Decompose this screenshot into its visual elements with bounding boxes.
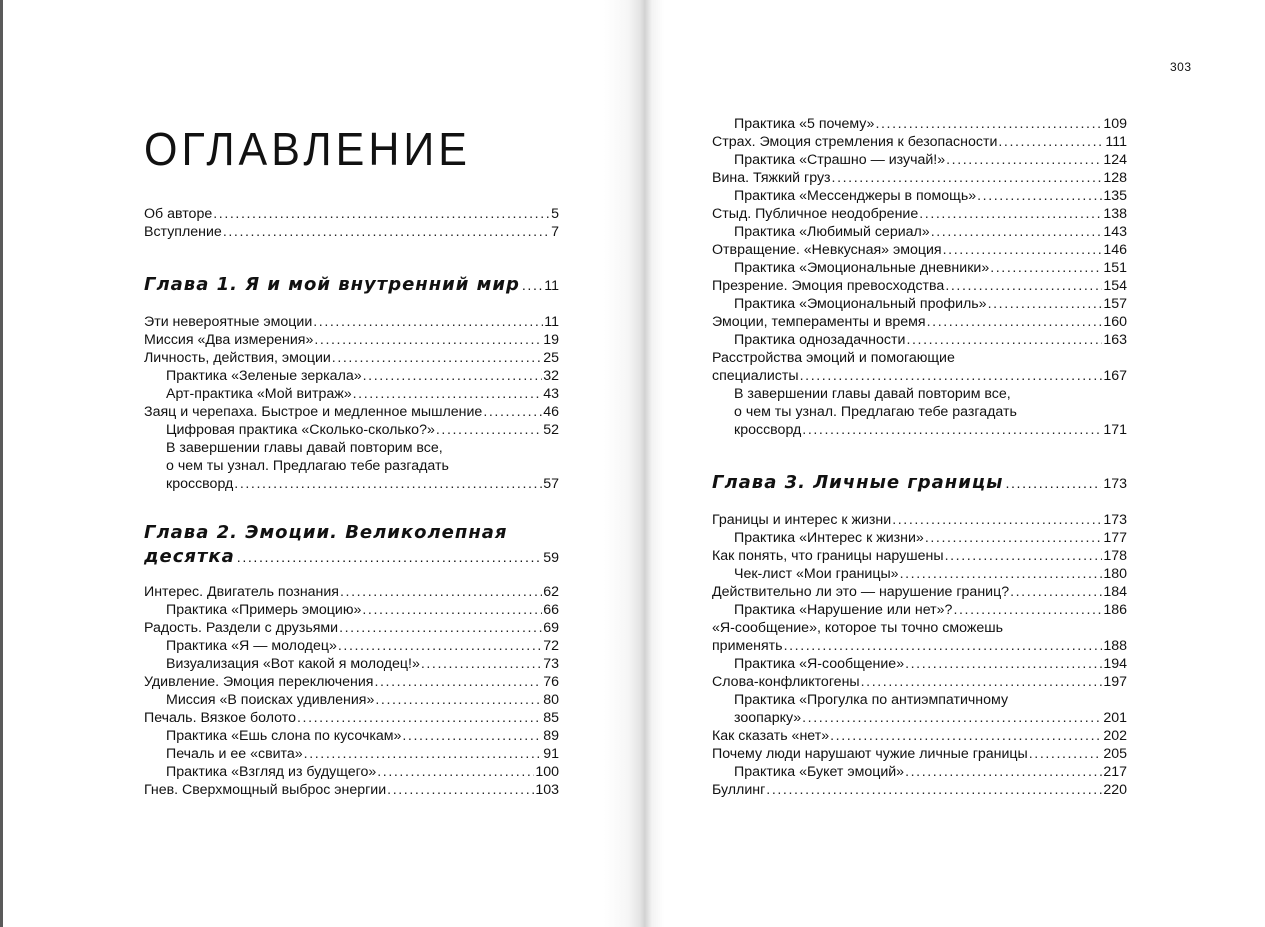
toc-entry[interactable]: Практика «Примерь эмоцию» ..... 66 bbox=[144, 601, 559, 619]
toc-entry-line: «Я-сообщение», которое ты точно сможешь bbox=[712, 620, 1003, 636]
chapter-3-page: 173 bbox=[1103, 476, 1127, 492]
toc-entry[interactable]: Об авторе ..... 5 bbox=[144, 205, 559, 223]
toc-entry[interactable]: Практика «Зеленые зеркала» ..... 32 bbox=[144, 367, 559, 385]
toc-entry[interactable]: Практика «Эмоциональный профиль» ..... 157 bbox=[712, 295, 1127, 313]
page-number: 303 bbox=[1170, 60, 1192, 74]
toc-entry[interactable]: Практика «5 почему» ..... 109 bbox=[712, 115, 1127, 133]
toc-entry-line: В завершении главы давай повторим все, bbox=[166, 440, 443, 456]
chapter-2-title-cont: десятка bbox=[144, 546, 235, 567]
toc-entry[interactable]: Практика «Любимый сериал» ..... 143 bbox=[712, 223, 1127, 241]
toc-entry[interactable]: Радость. Раздели с друзьями ..... 69 bbox=[144, 619, 559, 637]
toc-entry[interactable]: Как понять, что границы нарушены ..... 178 bbox=[712, 547, 1127, 565]
chapter-1-entries bbox=[144, 313, 559, 493]
page-edge bbox=[0, 0, 3, 927]
toc-entry[interactable]: Эти невероятные эмоции ..... 11 bbox=[144, 313, 559, 331]
chapter-2-entries-continued bbox=[712, 115, 1127, 439]
toc-entry[interactable]: Арт-практика «Мой витраж» ..... 43 bbox=[144, 385, 559, 403]
chapter-3-heading[interactable] bbox=[712, 471, 1127, 495]
toc-entry[interactable]: Практика «Букет эмоций» ..... 217 bbox=[712, 763, 1127, 781]
chapter-1-heading[interactable] bbox=[144, 273, 559, 297]
toc-entry[interactable]: Заяц и черепаха. Быстрое и медленное мышление ..... 46 bbox=[144, 403, 559, 421]
toc-entry[interactable]: Личность, действия, эмоции ..... 25 bbox=[144, 349, 559, 367]
toc-entry[interactable]: Практика «Нарушение или нет»? ..... 186 bbox=[712, 601, 1127, 619]
chapter-2-title: Глава 2. Эмоции. Великолепная bbox=[144, 522, 508, 543]
toc-entry[interactable]: Практика «Мессенджеры в помощь» ..... 135 bbox=[712, 187, 1127, 205]
toc-entry[interactable]: Практика «Интерес к жизни» ..... 177 bbox=[712, 529, 1127, 547]
toc-entry[interactable]: Эмоции, темпераменты и время ..... 160 bbox=[712, 313, 1127, 331]
toc-entry-line: Расстройства эмоций и помогающие bbox=[712, 350, 955, 366]
toc-entry[interactable]: Визуализация «Вот какой я молодец!» ..... 73 bbox=[144, 655, 559, 673]
toc-entry[interactable]: Как сказать «нет» ..... 202 bbox=[712, 727, 1127, 745]
chapter-2-heading[interactable] bbox=[144, 521, 559, 569]
chapter-3-entries bbox=[712, 511, 1127, 799]
toc-entry[interactable]: кроссворд ..... 171 bbox=[712, 421, 1127, 439]
toc-entry[interactable]: Презрение. Эмоция превосходства ..... 154 bbox=[712, 277, 1127, 295]
toc-entry[interactable]: Почему люди нарушают чужие личные границы ..... 205 bbox=[712, 745, 1127, 763]
toc-entry[interactable]: Практика однозадачности ..... 163 bbox=[712, 331, 1127, 349]
toc-entry[interactable]: Миссия «В поисках удивления» ..... 80 bbox=[144, 691, 559, 709]
toc-entry[interactable]: Вступление ..... 7 bbox=[144, 223, 559, 241]
chapter-2-entries bbox=[144, 583, 559, 799]
chapter-1-title: Глава 1. Я и мой внутренний мир bbox=[144, 274, 520, 295]
page-title: ОГЛАВЛЕНИЕ bbox=[144, 124, 471, 176]
toc-entry[interactable]: кроссворд ..... 57 bbox=[144, 475, 559, 493]
toc-entry[interactable]: Буллинг ..... 220 bbox=[712, 781, 1127, 799]
toc-entry[interactable]: Гнев. Сверхмощный выброс энергии ..... 103 bbox=[144, 781, 559, 799]
toc-entry-line: В завершении главы давай повторим все, bbox=[734, 386, 1011, 402]
toc-entry[interactable]: Интерес. Двигатель познания ..... 62 bbox=[144, 583, 559, 601]
toc-entry[interactable]: Практика «Ешь слона по кусочкам» ..... 89 bbox=[144, 727, 559, 745]
toc-entry[interactable]: Страх. Эмоция стремления к безопасности ..... 111 bbox=[712, 133, 1127, 151]
book-gutter bbox=[604, 0, 664, 927]
toc-entry[interactable]: Удивление. Эмоция переключения ..... 76 bbox=[144, 673, 559, 691]
toc-entry-line: о чем ты узнал. Предлагаю тебе разгадать bbox=[734, 404, 1017, 420]
toc-intro bbox=[144, 205, 559, 241]
toc-entry-line: о чем ты узнал. Предлагаю тебе разгадать bbox=[166, 458, 449, 474]
toc-entry[interactable]: зоопарку» ..... 201 bbox=[712, 709, 1127, 727]
toc-entry[interactable]: Вина. Тяжкий груз ..... 128 bbox=[712, 169, 1127, 187]
toc-entry-line: Практика «Прогулка по антиэмпатичному bbox=[734, 692, 1009, 708]
chapter-2-page: 59 bbox=[543, 550, 559, 566]
toc-entry[interactable]: Печаль и ее «свита» ..... 91 bbox=[144, 745, 559, 763]
toc-entry[interactable]: Практика «Взгляд из будущего» ..... 100 bbox=[144, 763, 559, 781]
toc-entry[interactable]: Чек-лист «Мои границы» ..... 180 bbox=[712, 565, 1127, 583]
toc-entry[interactable]: Стыд. Публичное неодобрение ..... 138 bbox=[712, 205, 1127, 223]
toc-entry[interactable]: Практика «Я-сообщение» ..... 194 bbox=[712, 655, 1127, 673]
chapter-1-page: 11 bbox=[544, 278, 559, 294]
toc-entry[interactable]: Практика «Эмоциональные дневники» ..... 151 bbox=[712, 259, 1127, 277]
chapter-3-title: Глава 3. Личные границы bbox=[712, 472, 1004, 493]
toc-entry[interactable]: специалисты ..... 167 bbox=[712, 367, 1127, 385]
toc-entry[interactable]: Цифровая практика «Сколько-сколько?» ..... 52 bbox=[144, 421, 559, 439]
toc-entry[interactable]: Практика «Я — молодец» ..... 72 bbox=[144, 637, 559, 655]
toc-entry[interactable]: Миссия «Два измерения» ..... 19 bbox=[144, 331, 559, 349]
toc-entry[interactable]: Действительно ли это — нарушение границ? ..... 184 bbox=[712, 583, 1127, 601]
toc-entry[interactable]: Отвращение. «Невкусная» эмоция ..... 146 bbox=[712, 241, 1127, 259]
toc-entry[interactable]: Печаль. Вязкое болото ..... 85 bbox=[144, 709, 559, 727]
toc-entry[interactable]: Границы и интерес к жизни ..... 173 bbox=[712, 511, 1127, 529]
toc-entry[interactable]: применять ..... 188 bbox=[712, 637, 1127, 655]
toc-entry[interactable]: Практика «Страшно — изучай!» ..... 124 bbox=[712, 151, 1127, 169]
toc-entry[interactable]: Слова-конфликтогены ..... 197 bbox=[712, 673, 1127, 691]
